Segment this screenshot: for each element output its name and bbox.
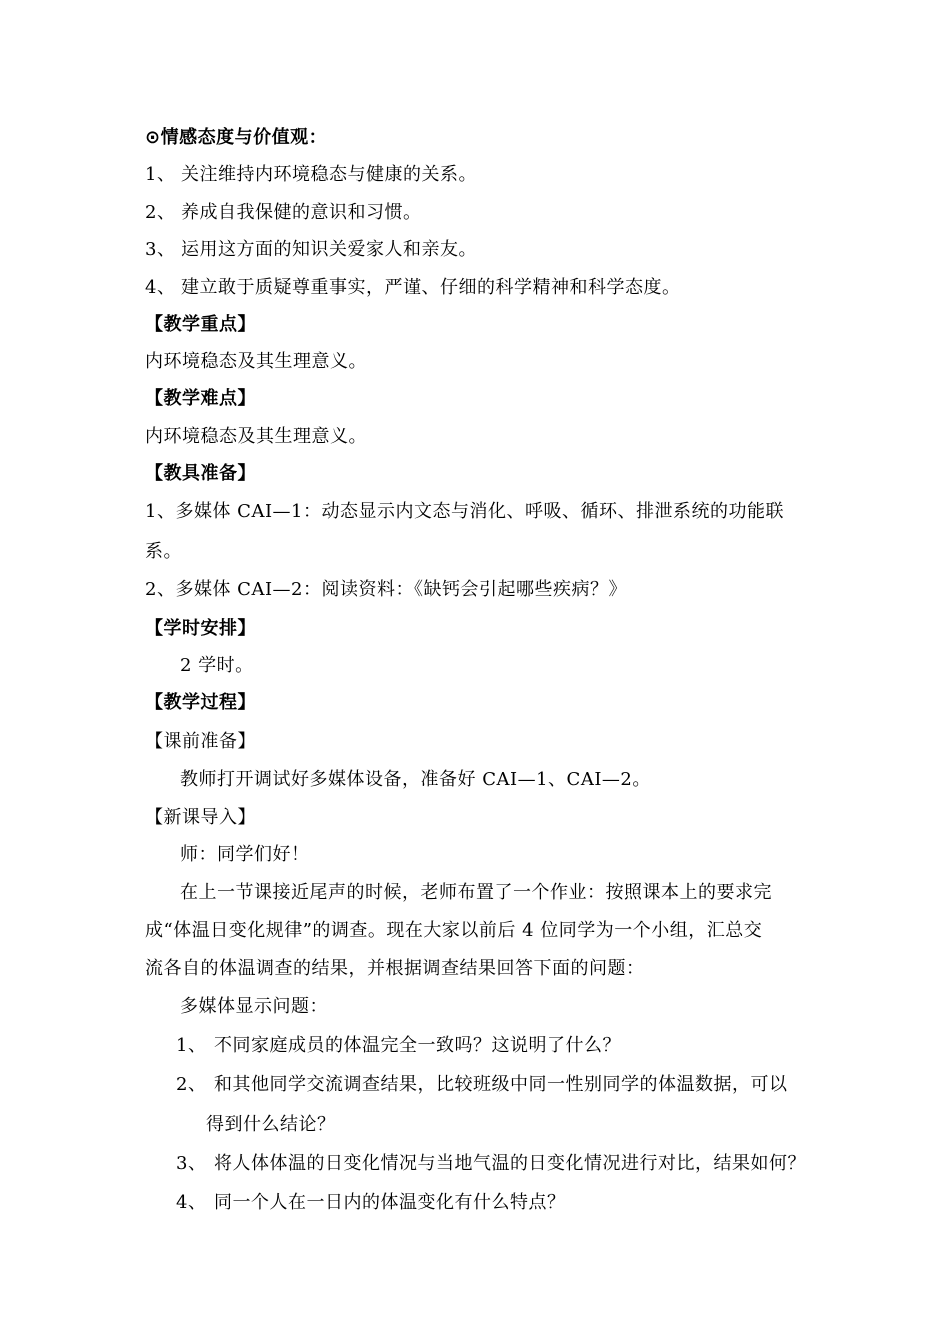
- preparation-text: 教师打开调试好多媒体设备，准备好 CAI—1、CAI—2。: [180, 769, 651, 790]
- schedule-text: 2 学时。: [180, 655, 254, 676]
- key-points-heading: 【教学重点】: [145, 314, 256, 335]
- materials-heading: 【教具准备】: [145, 463, 256, 484]
- question-2-continuation: 得到什么结论？: [206, 1114, 336, 1135]
- difficulties-text: 内环境稳态及其生理意义。: [145, 426, 367, 447]
- affect-item-1: [145, 163, 477, 187]
- affect-item-4: [145, 276, 681, 300]
- question-4-number: 4、: [176, 1192, 207, 1213]
- intro-heading: 【新课导入】: [145, 807, 256, 828]
- question-1-text: 不同家庭成员的体温完全一致吗？这说明了什么？: [214, 1035, 621, 1056]
- question-2-number: 2、: [176, 1074, 207, 1095]
- question-2-text: 和其他同学交流调查结果，比较班级中同一性别同学的体温数据，可以: [214, 1074, 788, 1095]
- affect-item-2-number: 2、: [145, 202, 176, 223]
- difficulties-heading: 【教学难点】: [145, 388, 256, 409]
- process-heading: 【教学过程】: [145, 692, 256, 713]
- question-1-number: 1、: [176, 1035, 207, 1056]
- question-3: [176, 1152, 806, 1176]
- affect-item-2: [145, 201, 422, 225]
- intro-paragraph-line-1: 在上一节课接近尾声的时候，老师布置了一个作业：按照课本上的要求完: [180, 882, 772, 903]
- affect-item-1-text: 关注维持内环境稳态与健康的关系。: [181, 164, 477, 185]
- schedule-heading: 【学时安排】: [145, 618, 256, 639]
- question-4: [176, 1191, 566, 1215]
- intro-paragraph-line-2: 成“体温日变化规律”的调查。现在大家以前后 4 位同学为一个小组，汇总交: [145, 920, 763, 941]
- question-3-number: 3、: [176, 1153, 207, 1174]
- affect-item-1-number: 1、: [145, 164, 176, 185]
- affect-item-3: [145, 238, 477, 262]
- key-points-text: 内环境稳态及其生理意义。: [145, 351, 367, 372]
- preparation-heading: 【课前准备】: [145, 731, 256, 752]
- materials-item-2: 2、多媒体 CAI—2：阅读资料：《缺钙会引起哪些疾病？》: [145, 579, 628, 600]
- materials-item-1-line-2: 系。: [145, 541, 182, 562]
- intro-greeting: 师：同学们好！: [180, 844, 310, 865]
- affect-item-3-number: 3、: [145, 239, 176, 260]
- affect-item-4-text: 建立敢于质疑尊重事实，严谨、仔细的科学精神和科学态度。: [181, 277, 681, 298]
- affect-item-2-text: 养成自我保健的意识和习惯。: [181, 202, 422, 223]
- question-2: [176, 1073, 788, 1097]
- question-1: [176, 1034, 621, 1058]
- affect-heading: ⊙情感态度与价值观：: [145, 127, 328, 148]
- materials-item-1-line-1: 1、多媒体 CAI—1：动态显示内文态与消化、呼吸、循环、排泄系统的功能联: [145, 501, 785, 522]
- question-3-text: 将人体体温的日变化情况与当地气温的日变化情况进行对比，结果如何？: [214, 1153, 806, 1174]
- display-label: 多媒体显示问题：: [180, 996, 328, 1017]
- intro-paragraph-line-3: 流各自的体温调查的结果，并根据调查结果回答下面的问题：: [145, 958, 645, 979]
- affect-item-3-text: 运用这方面的知识关爱家人和亲友。: [181, 239, 477, 260]
- question-4-text: 同一个人在一日内的体温变化有什么特点？: [214, 1192, 566, 1213]
- affect-item-4-number: 4、: [145, 277, 176, 298]
